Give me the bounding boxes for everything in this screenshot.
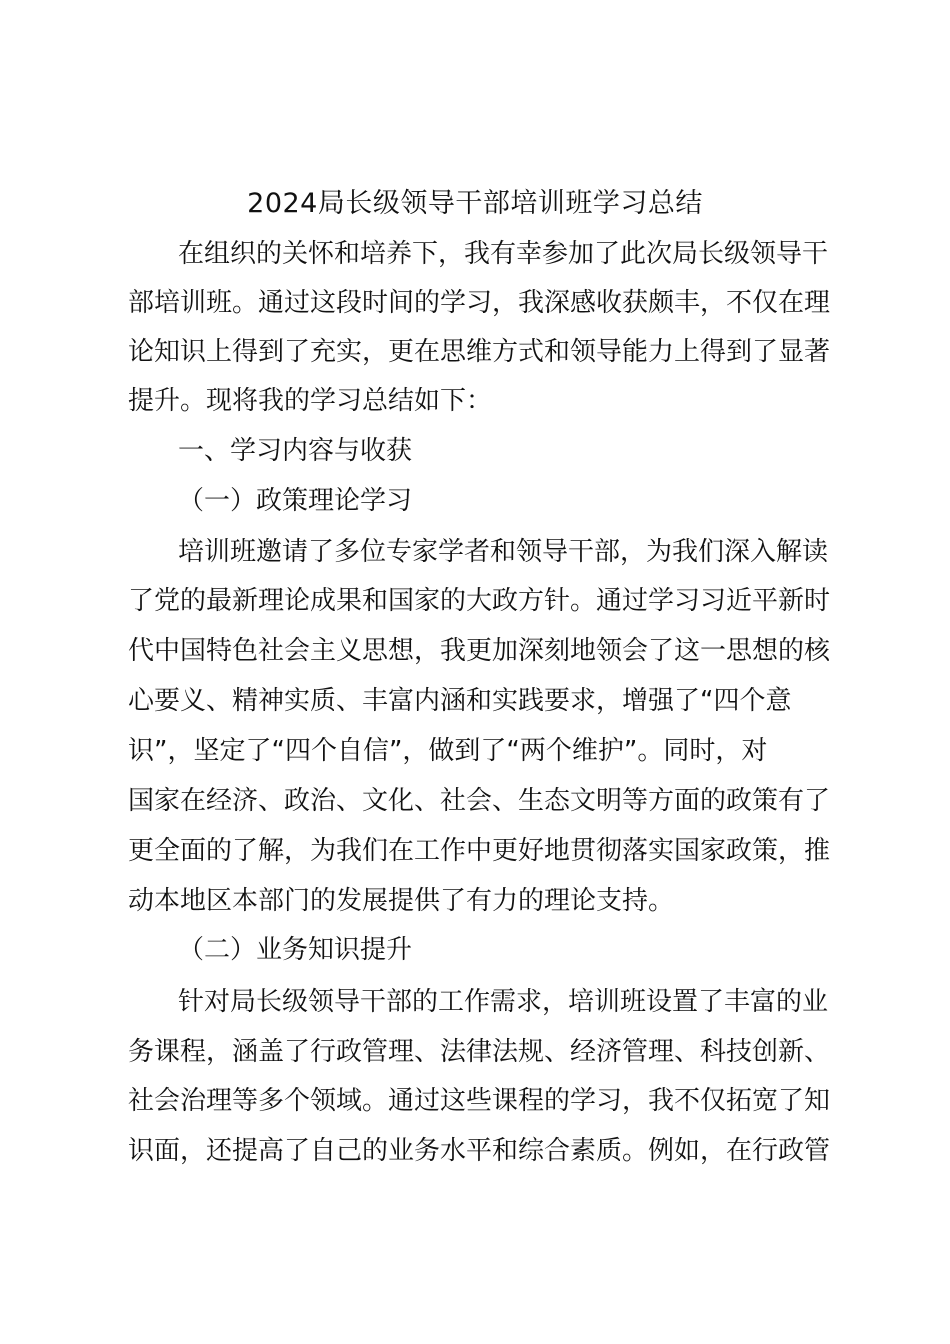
paragraph-line: 论知识上得到了充实，更在思维方式和领导能力上得到了显著 [128, 337, 831, 367]
paragraph-line: 代中国特色社会主义思想，我更加深刻地领会了这一思想的核 [128, 636, 831, 666]
subsection-heading: （二）业务知识提升 [178, 935, 413, 965]
section-heading: 一、学习内容与收获 [178, 436, 413, 466]
paragraph-line: 国家在经济、政治、文化、社会、生态文明等方面的政策有了 [128, 786, 831, 816]
subsection-heading: （一）政策理论学习 [178, 486, 413, 516]
paragraph-line: 心要义、精神实质、丰富内涵和实践要求，增强了“四个意 [128, 686, 792, 716]
paragraph-line: 识”，坚定了“四个自信”，做到了“两个维护”。同时，对 [128, 736, 768, 766]
paragraph-line: 更全面的了解，为我们在工作中更好地贯彻落实国家政策，推 [128, 836, 831, 866]
document-title: 2024局长级领导干部培训班学习总结 [247, 188, 703, 219]
paragraph-line: 部培训班。通过这段时间的学习，我深感收获颇丰，不仅在理 [128, 288, 831, 318]
paragraph-line: 了党的最新理论成果和国家的大政方针。通过学习习近平新时 [128, 586, 831, 616]
paragraph-line: 在组织的关怀和培养下，我有幸参加了此次局长级领导干 [178, 239, 829, 269]
paragraph-line: 务课程，涵盖了行政管理、法律法规、经济管理、科技创新、 [128, 1037, 831, 1067]
paragraph-line: 识面，还提高了自己的业务水平和综合素质。例如，在行政管 [128, 1136, 831, 1166]
paragraph-line: 针对局长级领导干部的工作需求，培训班设置了丰富的业 [178, 987, 829, 1017]
paragraph-line: 动本地区本部门的发展提供了有力的理论支持。 [128, 886, 675, 916]
paragraph-line: 社会治理等多个领域。通过这些课程的学习，我不仅拓宽了知 [128, 1086, 831, 1116]
paragraph-line: 提升。现将我的学习总结如下： [128, 386, 493, 416]
paragraph-line: 培训班邀请了多位专家学者和领导干部，为我们深入解读 [178, 537, 829, 567]
